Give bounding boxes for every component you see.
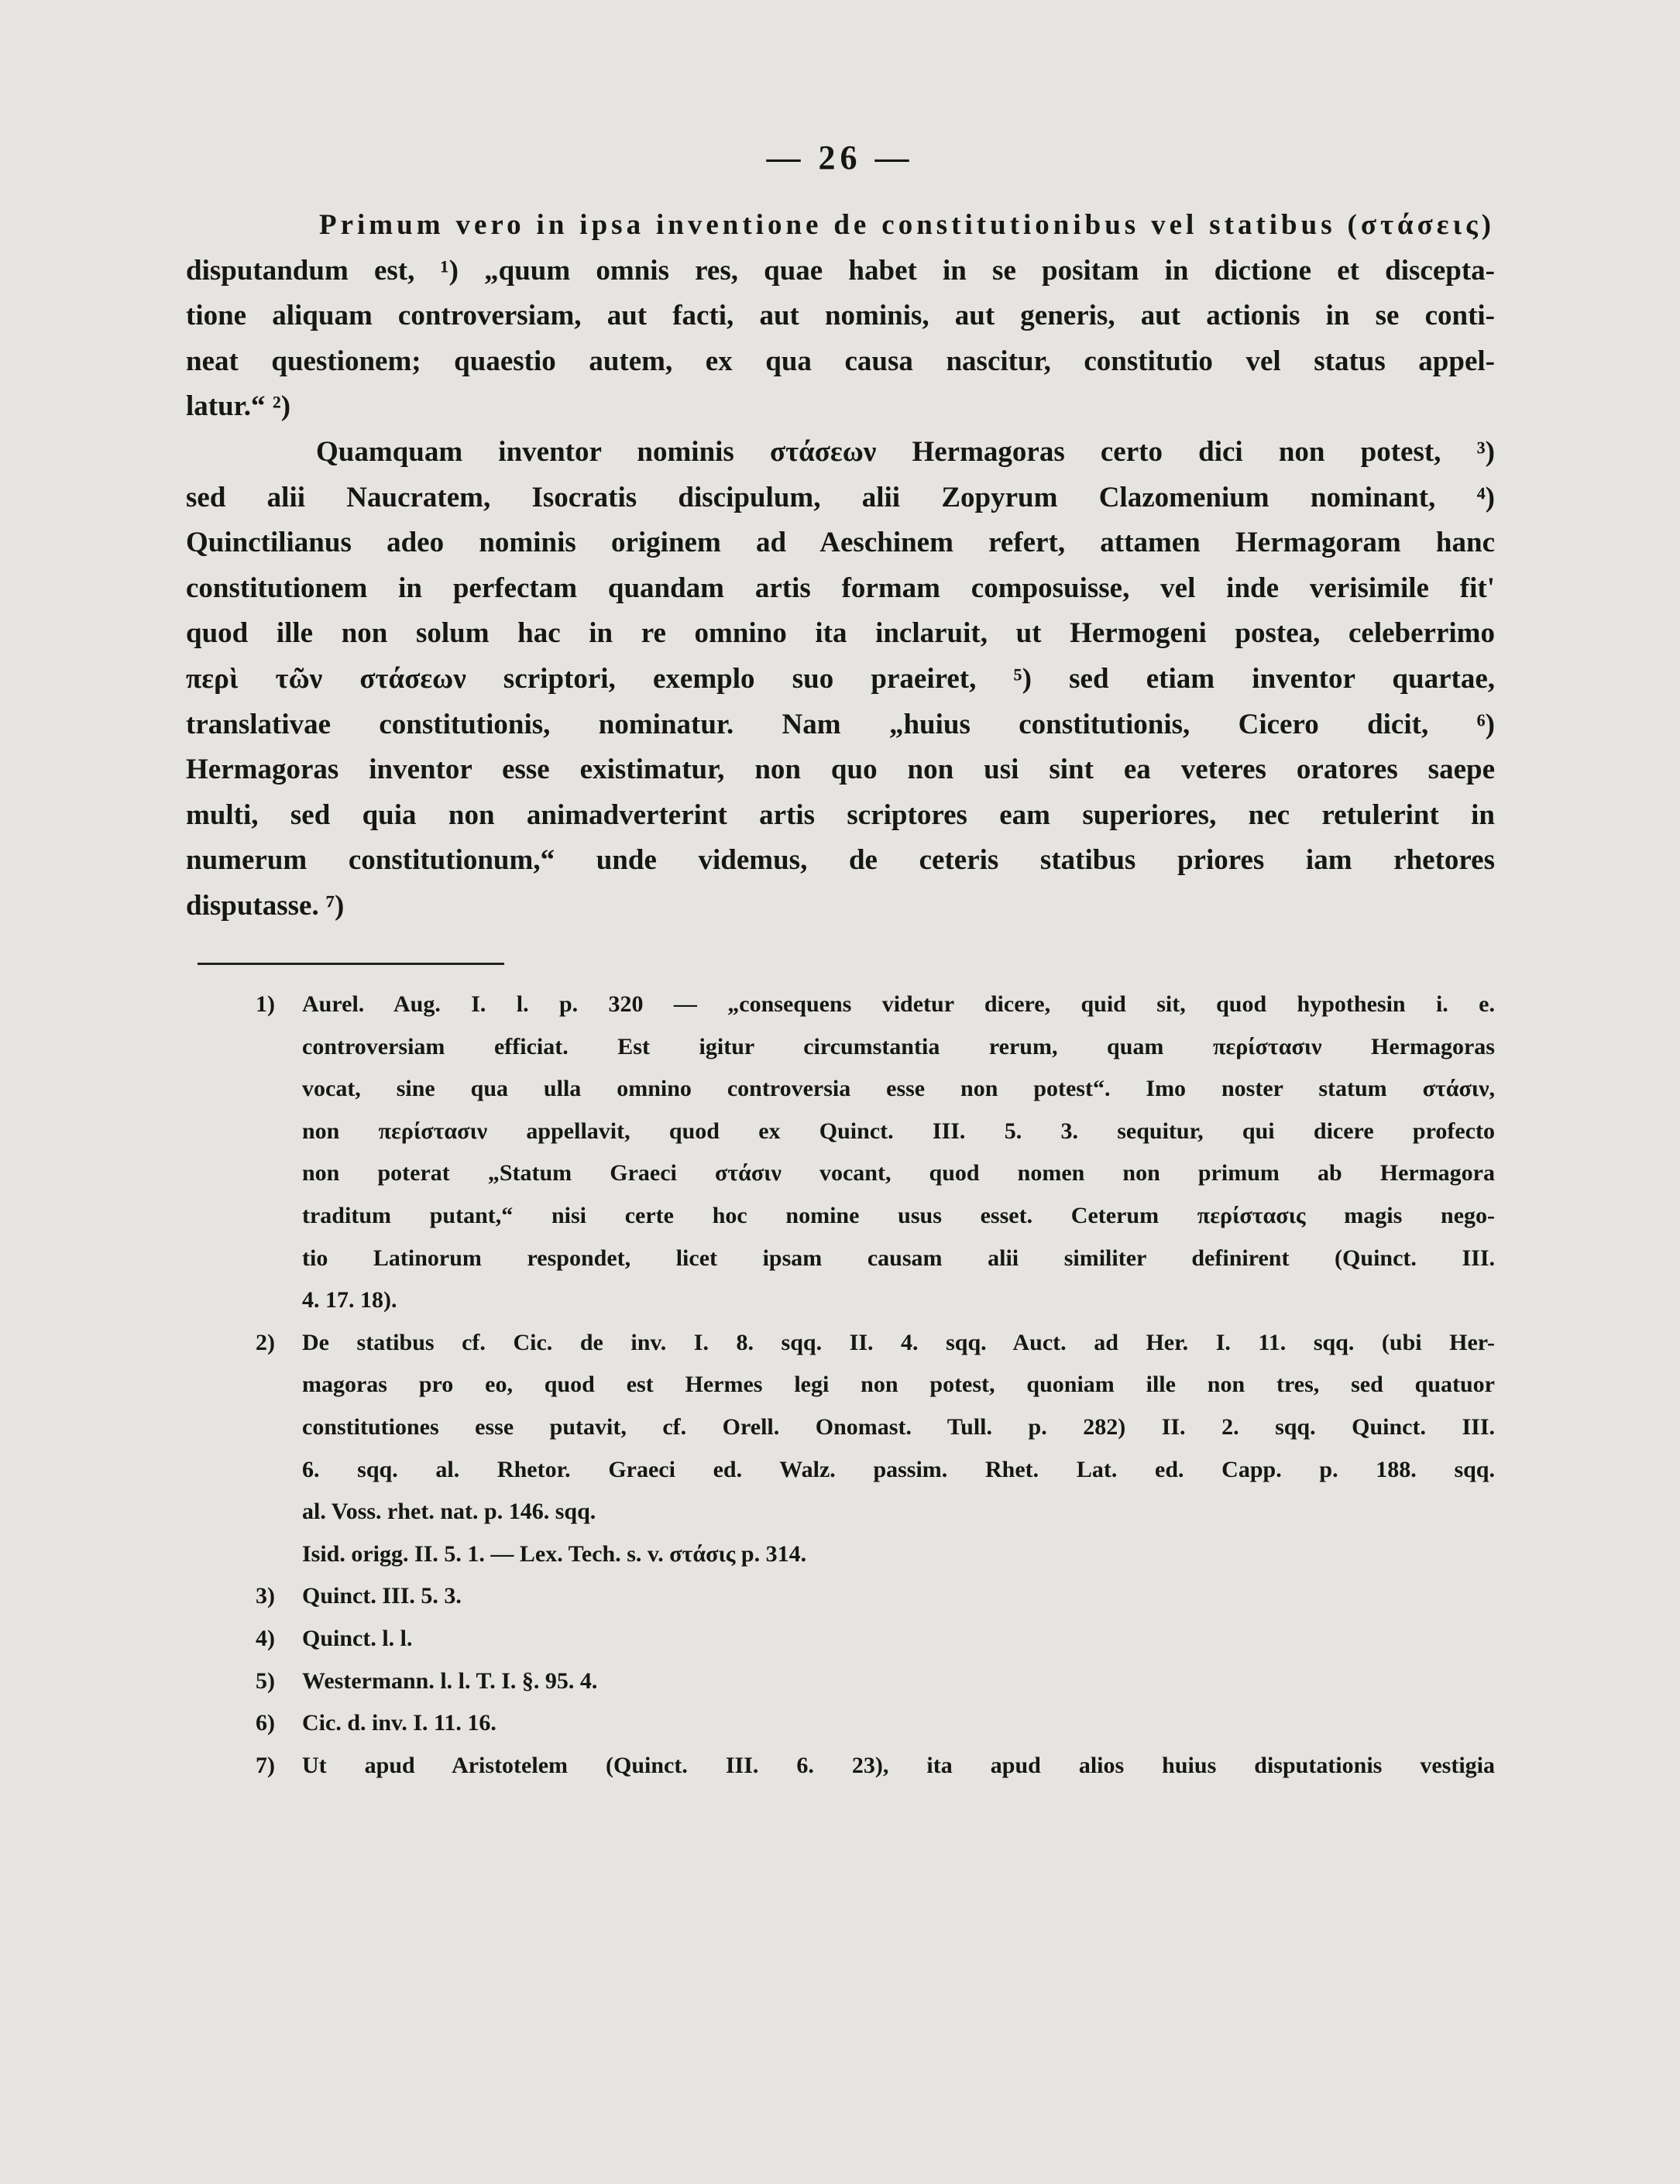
- footnote-line: 4. 17. 18).: [302, 1287, 397, 1313]
- footnote-number: 5): [256, 1667, 275, 1694]
- footnote-line: Isid. origg. II. 5. 1. — Lex. Tech. s. v. στάσις p. 314.: [302, 1540, 807, 1567]
- footnote-2: [256, 1322, 1495, 1576]
- text-line: Quamquam inventor nominis στάσεων Hermagoras certo dici non potest, ³): [316, 435, 1495, 468]
- footnote-line: Quinct. l. l.: [302, 1625, 413, 1651]
- footnote-number: 1): [256, 991, 275, 1017]
- text-line: numerum constitutionum,“ unde videmus, de ceteris statibus priores iam rhetores: [186, 844, 1495, 877]
- page-number: — 26 —: [766, 139, 914, 177]
- footnote-line: De statibus cf. Cic. de inv. I. 8. sqq. II. 4. sqq. Auct. ad Her. I. 11. sqq. (ubi Her-: [302, 1329, 1495, 1355]
- footnotes: [256, 984, 1495, 1787]
- text-line: constitutionem in perfectam quandam artis formam composuisse, vel inde verisimile fit': [186, 572, 1495, 604]
- footnote-line: al. Voss. rhet. nat. p. 146. sqq.: [302, 1499, 596, 1525]
- footnote-line: Westermann. l. l. T. I. §. 95. 4.: [302, 1667, 598, 1694]
- footnote-number: 4): [256, 1625, 275, 1651]
- footnote-line: Ut apud Aristotelem (Quinct. III. 6. 23), ita apud alios huius disputationis vestigia: [302, 1752, 1495, 1778]
- text-line: sed alii Naucratem, Isocratis discipulum, alii Zopyrum Clazomenium nominant, ⁴): [186, 481, 1495, 513]
- footnote-number: 2): [256, 1329, 275, 1355]
- text-line: quod ille non solum hac in re omnino ita inclaruit, ut Hermogeni postea, celeberrimo: [186, 617, 1495, 650]
- footnote-separator: [198, 963, 504, 965]
- footnote-line: non περίστασιν appellavit, quod ex Quinct. III. 5. 3. sequitur, qui dicere profecto: [302, 1118, 1495, 1144]
- text-line: disputasse. ⁷): [186, 889, 345, 922]
- text-line: Quinctilianus adeo nominis originem ad Aeschinem refert, attamen Hermagoram hanc: [186, 527, 1495, 559]
- text-line: multi, sed quia non animadverterint artis scriptores eam superiores, nec retulerint in: [186, 798, 1495, 831]
- footnote-line: constitutiones esse putavit, cf. Orell. Onomast. Tull. p. 282) II. 2. sqq. Quinct. III.: [302, 1413, 1495, 1440]
- footnote-number: 3): [256, 1583, 275, 1609]
- text-line: disputandum est, ¹) „quum omnis res, quae habet in se positam in dictione et discepta-: [186, 254, 1495, 287]
- footnote-line: Aurel. Aug. I. l. p. 320 — „consequens videtur dicere, quid sit, quod hypothesin i. e.: [302, 991, 1495, 1017]
- footnote-number: 6): [256, 1710, 275, 1736]
- text-line: Primum vero in ipsa inventione de constitutionibus vel statibus (στάσεις): [319, 209, 1495, 241]
- footnote-line: 6. sqq. al. Rhetor. Graeci ed. Walz. passim. Rhet. Lat. ed. Capp. p. 188. sqq.: [302, 1456, 1495, 1482]
- footnote-4: [256, 1618, 1495, 1660]
- text-line: Hermagoras inventor esse existimatur, non quo non usi sint ea veteres oratores saepe: [186, 754, 1495, 786]
- main-text: [186, 203, 1495, 929]
- footnote-line: traditum putant,“ nisi certe hoc nomine usus esset. Ceterum περίστασις magis nego-: [302, 1202, 1495, 1228]
- footnote-line: non poterat „Statum Graeci στάσιν vocant, quod nomen non primum ab Hermagora: [302, 1160, 1495, 1186]
- footnote-line: controversiam efficiat. Est igitur circumstantia rerum, quam περίστασιν Hermagoras: [302, 1033, 1495, 1059]
- text-line: translativae constitutionis, nominatur. Nam „huius constitutionis, Cicero dicit, ⁶): [186, 708, 1495, 740]
- footnote-1: [256, 984, 1495, 1322]
- text-line: tione aliquam controversiam, aut facti, aut nominis, aut generis, aut actionis in se conti-: [186, 300, 1495, 332]
- text-line: neat questionem; quaestio autem, ex qua causa nascitur, constitutio vel status appel-: [186, 345, 1495, 377]
- footnote-line: Cic. d. inv. I. 11. 16.: [302, 1710, 496, 1736]
- footnote-line: vocat, sine qua ulla omnino controversia esse non potest“. Imo noster statum στάσιν,: [302, 1076, 1495, 1102]
- footnote-line: magoras pro eo, quod est Hermes legi non potest, quoniam ille non tres, sed quatuor: [302, 1372, 1495, 1398]
- footnote-6: [256, 1702, 1495, 1745]
- footnote-line: tio Latinorum respondet, licet ipsam causam alii similiter definirent (Quinct. III.: [302, 1245, 1495, 1271]
- footnote-number: 7): [256, 1752, 275, 1778]
- text-line: latur.“ ²): [186, 390, 291, 423]
- text-line: περὶ τῶν στάσεων scriptori, exemplo suo praeiret, ⁵) sed etiam inventor quartae,: [186, 662, 1495, 695]
- footnote-3: [256, 1575, 1495, 1618]
- footnote-5: [256, 1660, 1495, 1703]
- footnote-line: Quinct. III. 5. 3.: [302, 1583, 462, 1609]
- footnote-7: [256, 1745, 1495, 1787]
